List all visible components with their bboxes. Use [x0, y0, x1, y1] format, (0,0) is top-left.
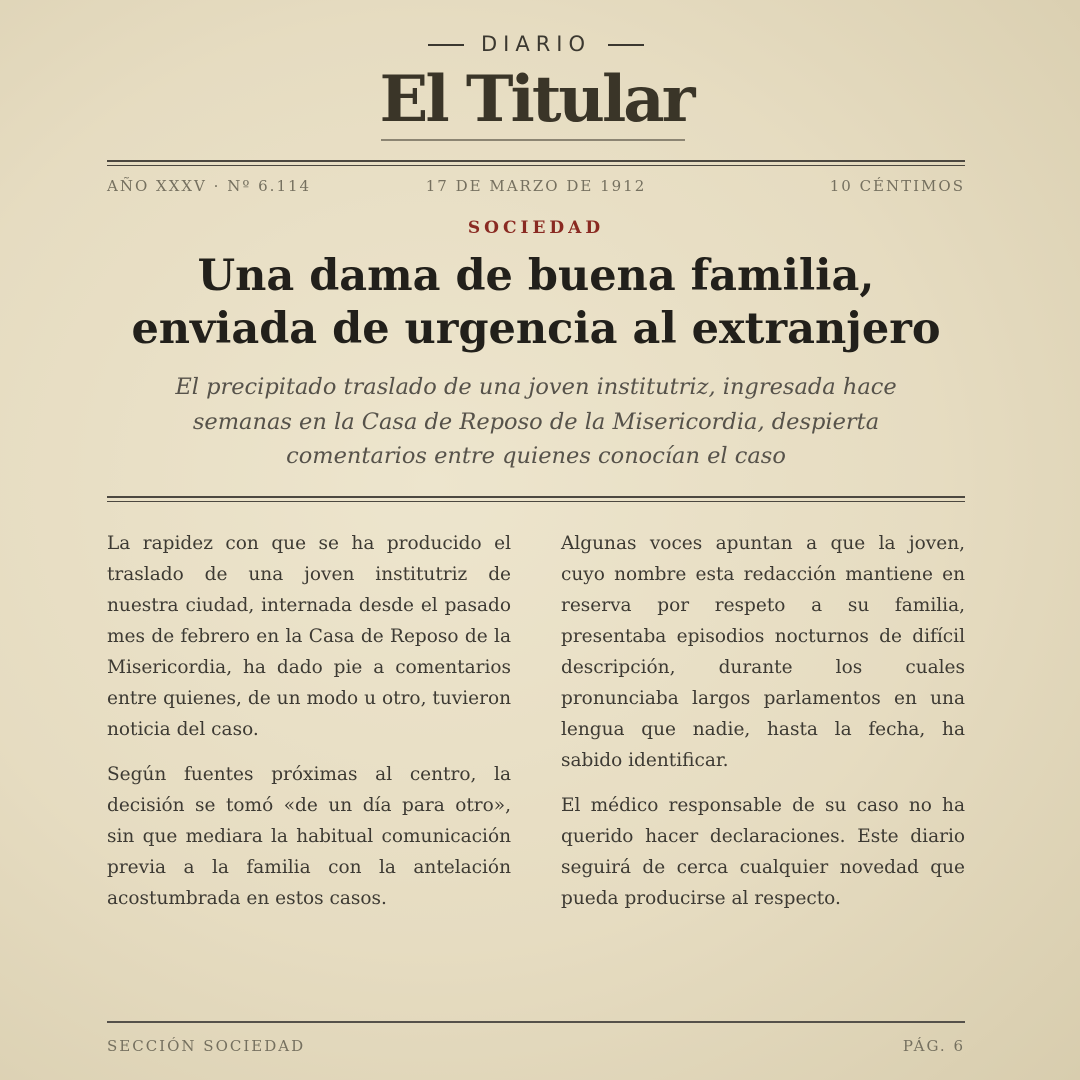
section-label: SOCIEDAD — [467, 218, 605, 238]
footer-rule — [107, 1021, 965, 1023]
body-paragraph-1: La rapidez con que se ha producido el traslado de una joven institutriz de nuestra ciudad, internada desde el pasado mes de febrero en la Casa de Reposo de la Misericordia, ha dado pie a comentarios entre quienes, de un modo u otro, tuvieron noticia del caso. — [107, 533, 511, 740]
issue-date: 17 DE MARZO DE 1912 — [425, 177, 647, 195]
headline-line-1: Una dama de buena familia, — [197, 251, 875, 301]
body-paragraph-4: El médico responsable de su caso no ha querido hacer declaraciones. Este diario seguirá de cerca cualquier novedad que pueda producirse al respecto. — [561, 795, 965, 909]
headline — [97, 250, 975, 356]
page-number: PÁG. 6 — [902, 1037, 965, 1055]
masthead-title: El Titular — [379, 62, 693, 137]
kicker-dash-left — [428, 44, 464, 46]
body-column-right — [561, 528, 965, 928]
newspaper-page — [107, 0, 965, 1080]
masthead-underline — [381, 139, 685, 141]
header-rule — [107, 160, 965, 166]
body-column-left — [107, 528, 511, 928]
issue-meta-bar — [107, 175, 965, 197]
headline-line-2: enviada de urgencia al extranjero — [131, 304, 941, 354]
footer-section: SECCIÓN SOCIEDAD — [107, 1037, 306, 1055]
article-deck: El precipitado traslado de una joven institutriz, ingresada hace semanas en la Casa de Reposo de la Misericordia, despierta comentarios entre quienes conocían el caso — [175, 374, 897, 469]
issue-number: AÑO XXXV · Nº 6.114 — [107, 177, 312, 195]
masthead-kicker — [107, 30, 965, 58]
issue-price: 10 CÉNTIMOS — [829, 177, 965, 195]
kicker-dash-right — [608, 44, 644, 46]
body-rule — [107, 496, 965, 502]
body-paragraph-2: Según fuentes próximas al centro, la decisión se tomó «de un día para otro», sin que mediara la habitual comunicación previa a la familia con la antelación acostumbrada en estos casos. — [107, 764, 511, 909]
kicker-label: DIARIO — [480, 32, 592, 56]
body-paragraph-3: Algunas voces apuntan a que la joven, cuyo nombre esta redacción mantiene en reserva por respeto a su familia, presentaba episodios nocturnos de difícil descripción, durante los cuales pronunciaba largos parlamentos en una lengua que nadie, hasta la fecha, ha sabido identificar. — [561, 533, 965, 771]
page-footer — [107, 1035, 965, 1057]
